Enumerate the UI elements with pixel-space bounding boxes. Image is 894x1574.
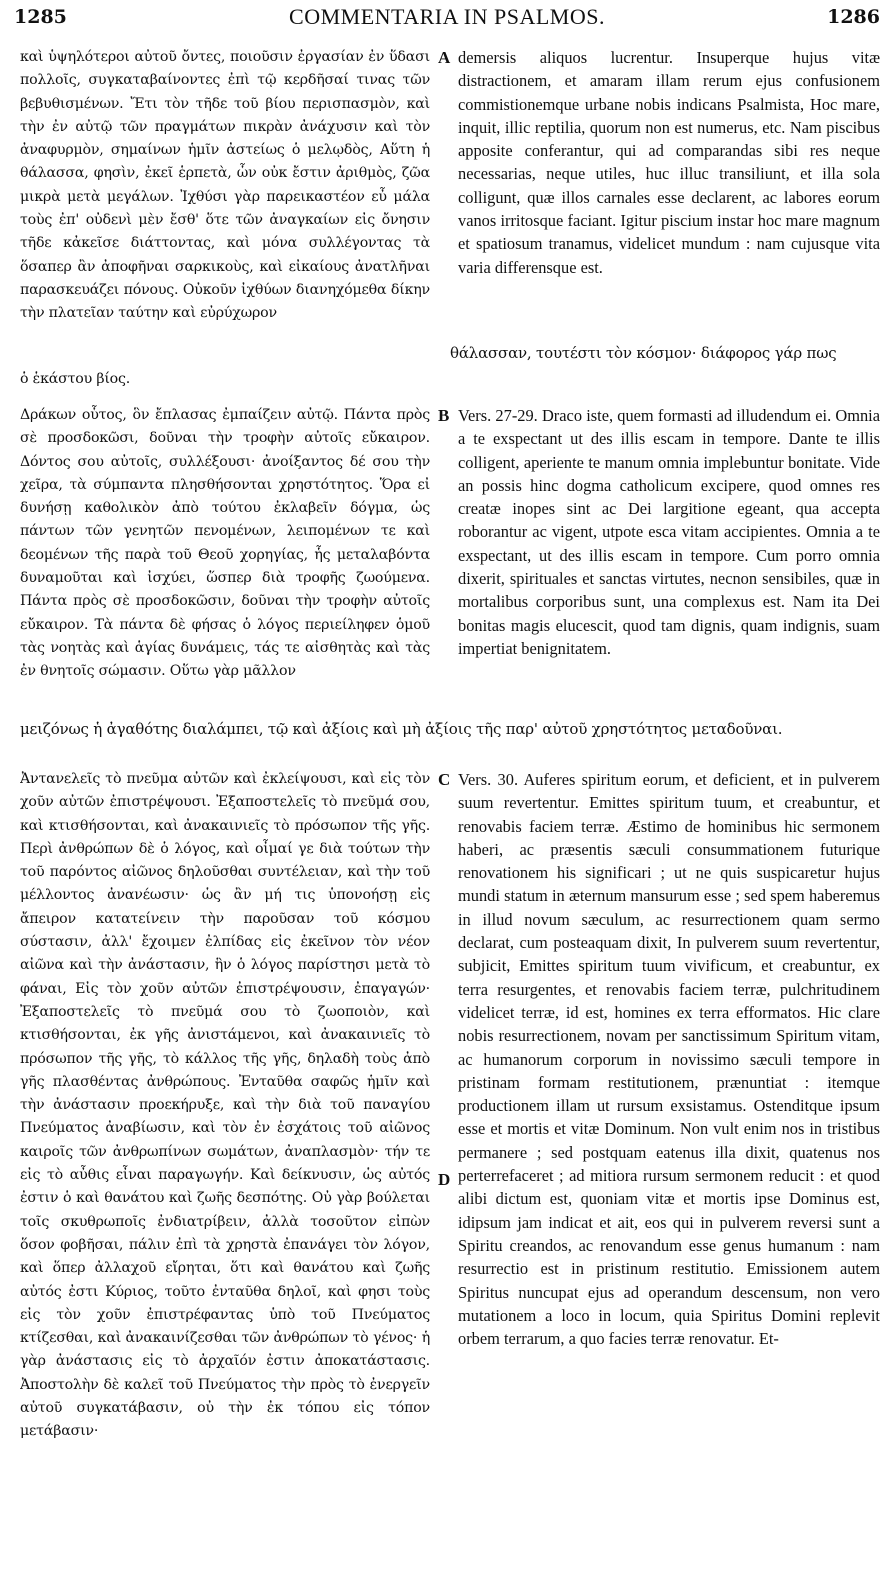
- greek-spanning-line: μειζόνως ἡ ἀγαθότης διαλάμπει, τῷ καὶ ἀξίοις καὶ μὴ ἀξίοις τῆς παρ' αὐτοῦ χρηστότητος μεταδοῦναι.: [20, 720, 783, 738]
- greek-spanning-line: θάλασσαν, τουτέστι τὸν κόσμον· διάφορος γάρ πως: [450, 344, 837, 362]
- greek-line-end: ὁ ἑκάστου βίος.: [20, 371, 131, 387]
- greek-column-section-2: [20, 404, 430, 716]
- running-title: COMMENTARIA IN PSALMOS.: [289, 4, 605, 29]
- margin-marker-c: C: [438, 770, 451, 789]
- margin-marker-d: D: [438, 1170, 451, 1189]
- greek-paragraph: Ἀντανελεῖς τὸ πνεῦμα αὐτῶν καὶ ἐκλείψουσι, καὶ εἰς τὸν χοῦν αὐτῶν ἐπιστρέψουσι. Ἐξαποστελεῖς τὸ πνεῦμά σου, καὶ κτισθήσονται, καὶ ἀνακαινιεῖς τὸ πρόσωπον τῆς γῆς. Περὶ ἀνθρώπων δὲ ὁ λόγος, καὶ οἶμαί γε διὰ τούτων τὴν τοῦ παρόντος αἰῶνος δηλοῦσθαι συντέλειαν, καὶ τὴν τοῦ μέλλοντος ἀνανέωσιν· ὡς ἂν μή τις ὑπονοήσῃ εἰς ἄπειρον κατατείνειν τὴν παροῦσαν τοῦ κόσμου σύστασιν, ἀλλ' ἔχοιμεν ἐλπίδας εἰς ἐκεῖνον τὸν νέον αἰῶνα καὶ τὴν ἀνάστασιν, ἣν ὁ λόγος παρίστησι μετὰ τὸ φάναι, Εἰς τὸν χοῦν αὐτῶν ἐπιστρέψουσιν, ἐπαγαγών· Ἐξαποστελεῖς τὸ πνεῦμά σου τὸ ζωοποιὸν, καὶ κτισθήσονται, ἐκ γῆς ἀνιστάμενοι, καὶ ἀνακαινιεῖς τὸ πρόσωπον τῆς γῆς, τὸ κάλλος τῆς γῆς, δηλαδὴ τοὺς ἀπὸ γῆς πλασθέντας ἀνθρώπους. Ἐνταῦθα σαφῶς ἡμῖν καὶ τὴν ἀνάστασιν προεκήρυξε, καὶ τὴν διὰ τοῦ παναγίου Πνεύματος ἀναβίωσιν, καὶ τὸν ἐν ἐσχάτοις τοῦ αἰῶνος καιροῖς τῶν ἀνθρωπίνων σωμάτων, ἀναπλασμὸν· τήν τε εἰς τὸ αὖθις εἶναι παραγωγήν. Καὶ δείκνυσιν, ὡς αὐτός ἐστιν ὁ καὶ θανάτου καὶ ζωῆς δεσπότης. Οὐ γὰρ βούλεται τοῖς σκυθρωποῖς ἐνδιατρίβειν, ἀλλὰ τοσοῦτον εἰπὼν ὅσον φοβῆσαι, πάλιν ἐπὶ τὰ χρηστὰ ἐπανάγει τὸν λόγον, καὶ ὅπερ ἀλλαχοῦ εἴρηται, ὅτι καὶ θανάτου καὶ ζωῆς αὐτός ἐστι Κύριος, τοῦτο ἐνταῦθα δηλοῖ, καὶ φησι τοὺς εἰς τὸν χοῦν ἐπιστρέφαντας ὑπὸ τοῦ Πνεύματος κτίζεσθαι, καὶ ἀνακαινίζεσθαι τῶν ἀνθρώπων τὸ γένος· ἡ γὰρ ἀνάστασις εἰς τὸ ἀρχαῖόν ἐστιν ἀποκατάστασις. Ἀποστολὴν δὲ καλεῖ τοῦ Πνεύματος τὴν πρὸς τὸ ἐνεργεῖν αὐτοῦ συγκατάβασιν, οὐ τὴν ἐκ τόπου εἰς τόπον μετάβασιν·: [20, 771, 430, 1440]
- latin-paragraph: Vers. 30. Auferes spiritum eorum, et deficient, et in pulverem suum revertentur. Emittes spiritum tuum, et creabuntur, et renovabis faciem terræ. Æstimo de hominibus hic sermonem haberi, ac præsentis sæculi consummationem futurique renovationem his significari ; ut ne quis suspicaretur hujus mundi statum in æternum mansurum esse ; sed spem haberemus in illud novum sæculum, ac resurrectionem quam sermo declarat, cum posteaquam dixit, In pulverem suum revertentur, subjicit, Emittes spiritum tuum vivificum, et creabuntur, ex terra resurgentes, et renovabis faciem terræ, pulchritudinem videlicet terræ, id est, homines ex terra efformatos. Hic clare nobis resurrectionem, novam per sanctissimum Spiritum vitam, ac humanorum corporum in novissimo sæculi tempore in pristinam formam restitutionem, prænuntiat : itemque productionem illam ut rursum exsistamus. Ostenditque ipsum esse et mortis et vitæ Dominum. Non vult enim nos in tristibus permanere ; sed postquam eatenus illa dixit, quatenus nos perterrefaceret ; ad mitiora rursum sermonem reducit : et quod alibi dictum est, quoniam vitæ et mortis ipse Dominus est, idipsum jam indicat et ait, eos qui in pulverem reversi sunt a Spiritu creandos, ac renovandum esse genus humanum : nam resurrectio est in pristinum restitutio. Emissionem autem Spiritus nuncupat ejus ad operandum descensum, non vero mutationem a loco in locum, quia Spiritus Domini replevit orbem terrarum, a quo facies terræ renovatur. Et-: [458, 770, 880, 1349]
- page-number-left: 1285: [14, 6, 67, 28]
- latin-paragraph: demersis aliquos lucrentur. Insuperque hujus vitæ distractionem, et amaram illam rerum ejus confusionem commistionemque urbane nobis indicans Psalmista, Hoc mare, inquit, illic reptilia, quorum non est numerus, etc. Nam piscibus apposite conferantur, qui ad comparandas sibi res neque necessarias, neque utiles, huc illuc transiliunt, et illa sola colligunt, quæ illos carnales esse declarent, ac labores eorum vanos irritosque faciant. Igitur piscium instar hoc mare magnum et spatiosum tranamus, videlicet mundum : nam cujusque vita varia differensque est.: [458, 48, 880, 277]
- page-number-right: 1286: [827, 6, 880, 28]
- margin-marker-a: A: [438, 48, 451, 67]
- latin-paragraph: Vers. 27-29. Draco iste, quem formasti ad illudendum ei. Omnia a te exspectant ut des illis escam in tempore. Dante te illis colligent, aperiente te manum omnia implebuntur bonitate. Vide an possis hinc dogma catholicum excipere, quod omnes res creatæ inopes sint ac Dei largitione egeant, qua accepta roborantur ac vigent, utpote esca vitam accipientes. Omnia a te exspectant, ut des illis escam in tempore. Cum porro omnia dixerit, spirituales et sanctas virtutes, necnon sensibiles, quæ in mortalibus corporibus sunt, una complexus est. Nam ita Dei bonitas magis elucescit, quod tam dignis, quam indignis, suam impertiat benignitatem.: [458, 406, 880, 658]
- greek-column-section-3: [20, 768, 430, 1548]
- margin-marker-b: B: [438, 406, 450, 425]
- greek-paragraph: καὶ ὑψηλότεροι αὐτοῦ ὄντες, ποιοῦσιν ἐργασίαν ἐν ὕδασι πολλοῖς, συγκαταβαίνοντες ἐπὶ τῷ κερδῆσαί τινας τῶν βεβυθισμένων. Ἔτι τὸν τῆδε τοῦ βίου περισπασμὸν, καὶ τὴν ἐν αὐτῷ τῶν πραγμάτων πικρὰν ἀνάχυσιν καὶ τὸν ἀναφυρμὸν, σημαίνων ἡμῖν ἀστείως ὁ μελῳδὸς, Αὕτη ἡ θάλασσα, φησὶν, ἐκεῖ ἑρπετὰ, ὧν οὐκ ἔστιν ἀριθμὸς, ζῶα μικρὰ μετὰ μεγάλων. Ἰχθύσι γὰρ παρεικαστέον εὖ μάλα τοὺς ἐπ' οὐδενὶ μὲν ἔσθ' ὅτε τῶν ἀναγκαίων εἰς ὄνησιν τῆδε κἀκεῖσε διάττοντας, καὶ μόνα συλλέγοντας τὰ ὅσαπερ ἂν ἀποφῆναι σαρκικοὺς, καὶ εἰκαίους ἀνατλῆναι παρασκευάζει πόνους. Οὐκοῦν ἰχθύων διανηχόμεθα δίκην τὴν πλατεῖαν ταύτην καὶ εὐρύχωρον: [20, 49, 430, 322]
- running-header: [14, 4, 880, 34]
- latin-column-section-1: [458, 46, 880, 334]
- latin-column-section-3: [458, 768, 880, 1548]
- latin-column-section-2: [458, 404, 880, 716]
- greek-paragraph: Δράκων οὗτος, ὃν ἔπλασας ἐμπαίζειν αὐτῷ. Πάντα πρὸς σὲ προσδοκῶσι, δοῦναι τὴν τροφὴν αὐτοῖς εὔκαιρον. Δόντος σου αὐτοῖς, συλλέξουσι· ἀνοίξαντος δέ σου τὴν χεῖρα, τὰ σύμπαντα πλησθήσονται χρηστότητος. Ὅρα εἰ δυνήσῃ καθολικὸν ἀπὸ τούτου ἐκλαβεῖν δόγμα, ὡς πάντων τῶν γενητῶν πενομένων, λειπομένων τε καὶ δεομένων τῆς παρὰ τοῦ Θεοῦ χορηγίας, ἧς μεταλαβόντα δυναμοῦται καὶ ἰσχύει, ὥσπερ διὰ τροφῆς ζωούμενα. Πάντα πρὸς σὲ προσδοκῶσιν, δοῦναι τὴν τροφὴν αὐτοῖς εὔκαιρον. Τὰ πάντα δὲ φήσας ὁ λόγος περιείληφεν ὁμοῦ τὰς νοητὰς καὶ ἁγίας δυνάμεις, τάς τε αἰσθητὰς καὶ τὰς ἐν θνητοῖς σώμασιν. Οὕτω γὰρ μᾶλλον: [20, 407, 430, 680]
- greek-column-section-1: [20, 46, 430, 372]
